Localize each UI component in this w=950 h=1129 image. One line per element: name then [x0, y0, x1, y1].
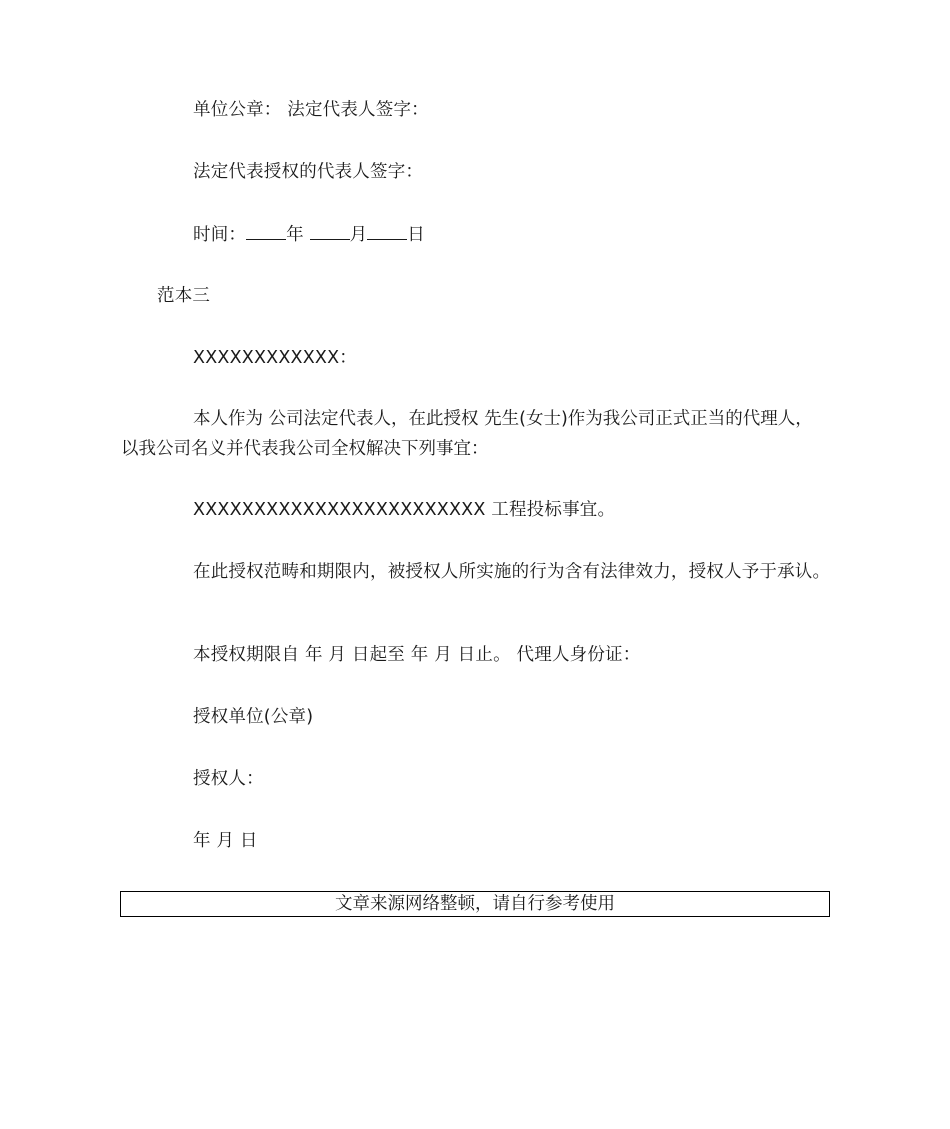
seal-signature-line: 单位公章： 法定代表人签字： [193, 100, 429, 120]
time-label: 时间： [193, 225, 247, 245]
addressee-line: XXXXXXXXXXXX： [193, 348, 357, 368]
source-notice-text: 文章来源网络整顿，请自行参考使用 [335, 894, 615, 914]
authorizing-unit-line: 授权单位(公章) [193, 707, 314, 727]
time-day: 日 [407, 225, 425, 245]
source-notice-box [120, 891, 830, 917]
authorized-rep-signature-line: 法定代表授权的代表人签字： [193, 162, 424, 182]
time-year: 年 [286, 225, 304, 245]
time-month: 月 [349, 225, 368, 245]
authorization-body-paragraph [121, 404, 841, 464]
sample-three-heading: 范本三 [157, 286, 211, 306]
body-line-1: 本人作为 公司法定代表人，在此授权 先生(女士)作为我公司正式正当的代理人， [193, 409, 813, 429]
project-line: XXXXXXXXXXXXXXXXXXXXXXXX 工程投标事宜。 [193, 500, 616, 520]
body-line-2: 以我公司名义并代表我公司全权解决下列事宜： [121, 439, 489, 459]
time-line [193, 223, 425, 246]
year-blank [246, 223, 286, 240]
day-blank [367, 223, 407, 240]
period-line: 本授权期限自 年 月 日起至 年 月 日止。 代理人身份证： [193, 645, 641, 665]
month-blank [310, 223, 350, 240]
scope-line: 在此授权范畴和期限内，被授权人所实施的行为含有法律效力，授权人予于承认。 [193, 562, 831, 582]
authorizer-line: 授权人： [193, 769, 264, 789]
date-line: 年 月 日 [193, 831, 258, 851]
